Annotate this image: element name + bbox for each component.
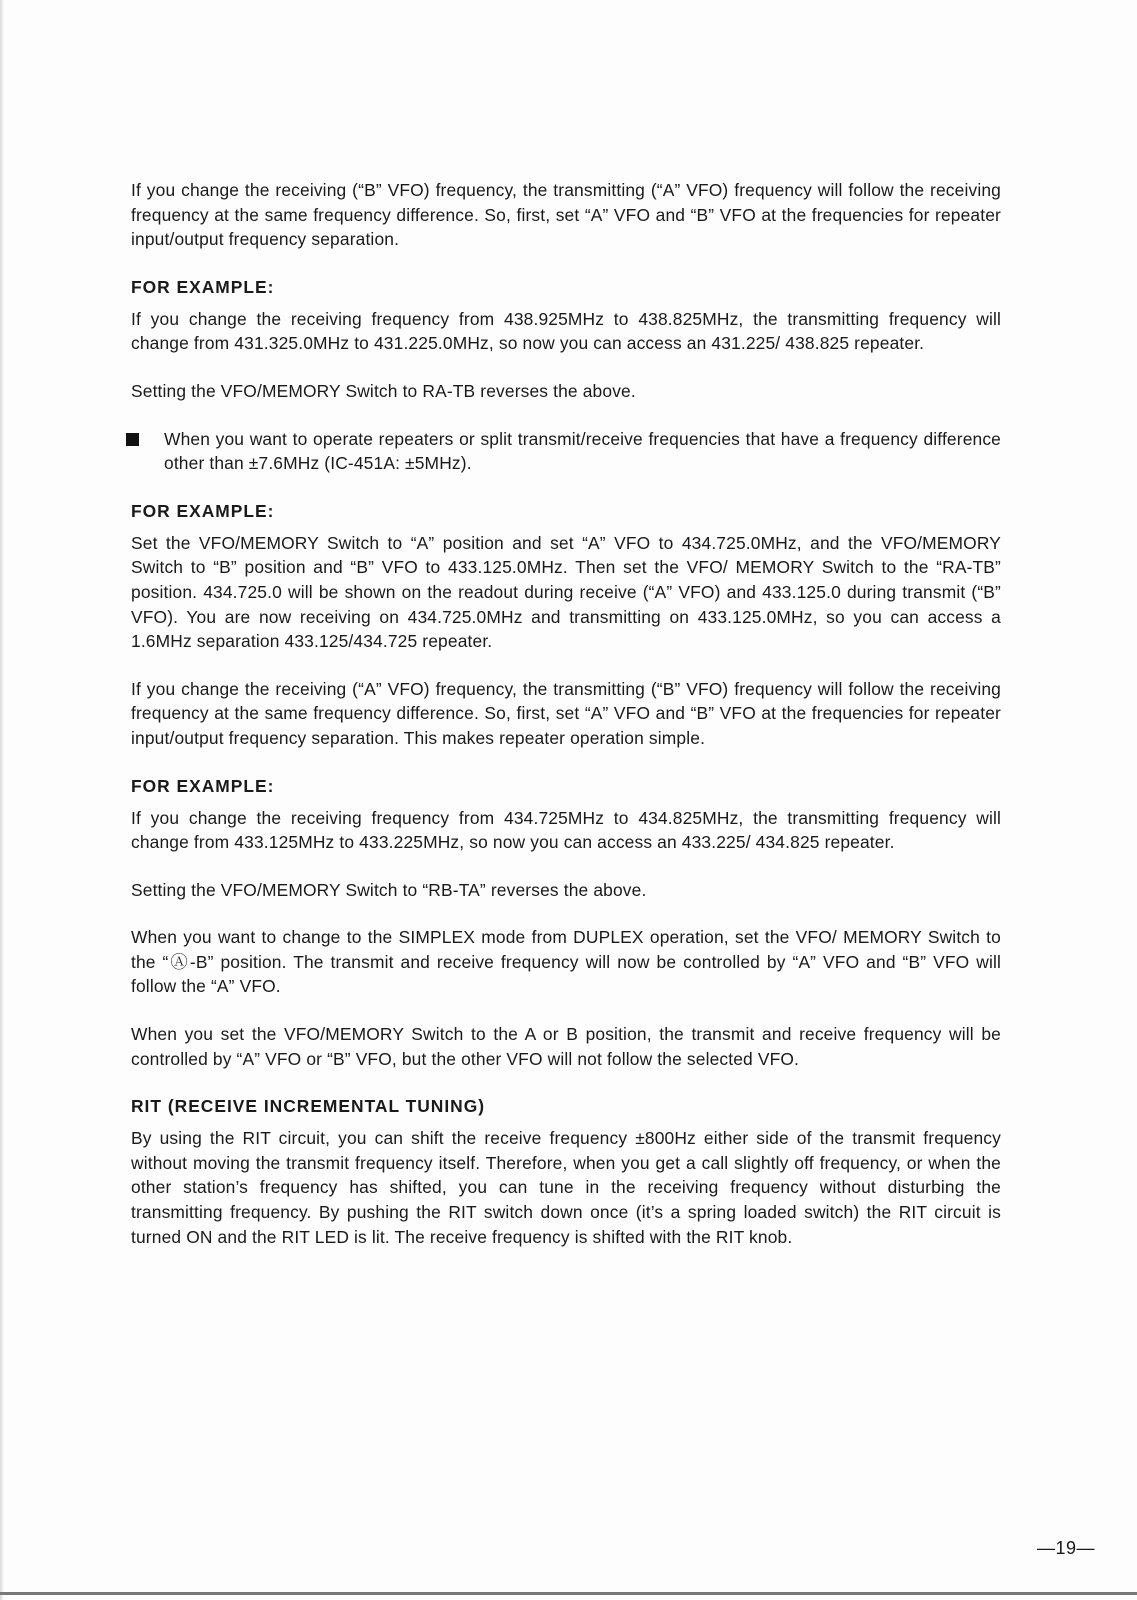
paragraph-follow-receive-a: If you change the receiving (“A” VFO) frequency, the transmitting (“B” VFO) frequency will follow the receiving frequency at the same frequency difference. So, first, set “A” VFO and “B” VFO at the frequencies for repeater input/output frequency separation. This makes repeater operation simple. bbox=[131, 678, 1001, 748]
paragraph-rb-ta-reverse: Setting the VFO/MEMORY Switch to “RB-TA” reverses the above. bbox=[131, 879, 647, 900]
page-body bbox=[131, 178, 1001, 1272]
paragraph-rit-description: By using the RIT circuit, you can shift the receive frequency ±800Hz either side of the transmit frequency without moving the transmit frequency itself. Therefore, when you get a call slightly off frequency, or when the other station’s frequency has shifted, you can tune in the receiving frequency without disturbing the transmitting frequency. By pushing the RIT switch down once (it’s a spring loaded switch) the RIT circuit is turned ON and the RIT LED is lit. The receive frequency is shifted with the RIT knob. bbox=[131, 1128, 1001, 1247]
paragraph-a-or-b-position: When you set the VFO/MEMORY Switch to the A or B position, the transmit and receive frequency will be controlled by “A” VFO or “B” VFO, but the other VFO will not follow the selected VFO. bbox=[131, 1024, 1001, 1069]
paragraph-ra-tb-reverse: Setting the VFO/MEMORY Switch to RA-TB reverses the above. bbox=[131, 380, 636, 401]
paragraph-simplex-mode: When you want to change to the SIMPLEX mode from DUPLEX operation, set the VFO/ MEMORY Switch to the “Ⓐ-B” position. The transmit and receive frequency will now be controlled by “A” VFO and “B” VFO will follow the “A” VFO. bbox=[131, 927, 1001, 997]
bottom-edge-rule bbox=[0, 1592, 1137, 1595]
paragraph-example-438: If you change the receiving frequency from 438.925MHz to 438.825MHz, the transmitting frequency will change from 431.325.0MHz to 431.225.0MHz, so now you can access an 431.225/ 438.825 repeater. bbox=[131, 308, 1001, 354]
heading-for-example-3: FOR EXAMPLE: bbox=[131, 775, 275, 796]
page-number: —19— bbox=[1037, 1538, 1096, 1558]
bullet-text: When you want to operate repeaters or split transmit/receive frequencies that have a frequency difference other than ±7.6MHz (IC-451A: ±5MHz). bbox=[164, 428, 1001, 474]
bullet-split-frequencies bbox=[126, 427, 1001, 476]
paragraph-follow-receive-b: If you change the receiving (“B” VFO) frequency, the transmitting (“A” VFO) frequency will follow the receiving frequency at the same frequency difference. So, first, set “A” VFO and “B” VFO at the frequencies for repeater input/output frequency separation. bbox=[131, 180, 1001, 250]
heading-for-example-1: FOR EXAMPLE: bbox=[131, 276, 275, 297]
square-bullet-icon bbox=[126, 433, 139, 446]
heading-rit: RIT (RECEIVE INCREMENTAL TUNING) bbox=[131, 1096, 486, 1117]
scan-edge-shadow bbox=[0, 0, 4, 1600]
paragraph-example-434: Set the VFO/MEMORY Switch to “A” position and set “A” VFO to 434.725.0MHz, and the VFO/MEMORY Switch to “B” position and “B” VFO to 433.125.0MHz. Then set the VFO/ MEMORY Switch to the “RA-TB” position. 434.725.0 will be shown on the readout during receive (“A” VFO) and 433.125.0 during transmit (“B” VFO). You are now receiving on 434.725.0MHz and transmitting on 433.125.0MHz, so you can access a 1.6MHz separation 433.125/434.725 repeater. bbox=[131, 532, 1001, 652]
paragraph-example-434-825: If you change the receiving frequency from 434.725MHz to 434.825MHz, the transmitting frequency will change from 433.125MHz to 433.225MHz, so now you can access an 433.225/ 434.825 repeater. bbox=[131, 807, 1001, 853]
heading-for-example-2: FOR EXAMPLE: bbox=[131, 500, 275, 521]
